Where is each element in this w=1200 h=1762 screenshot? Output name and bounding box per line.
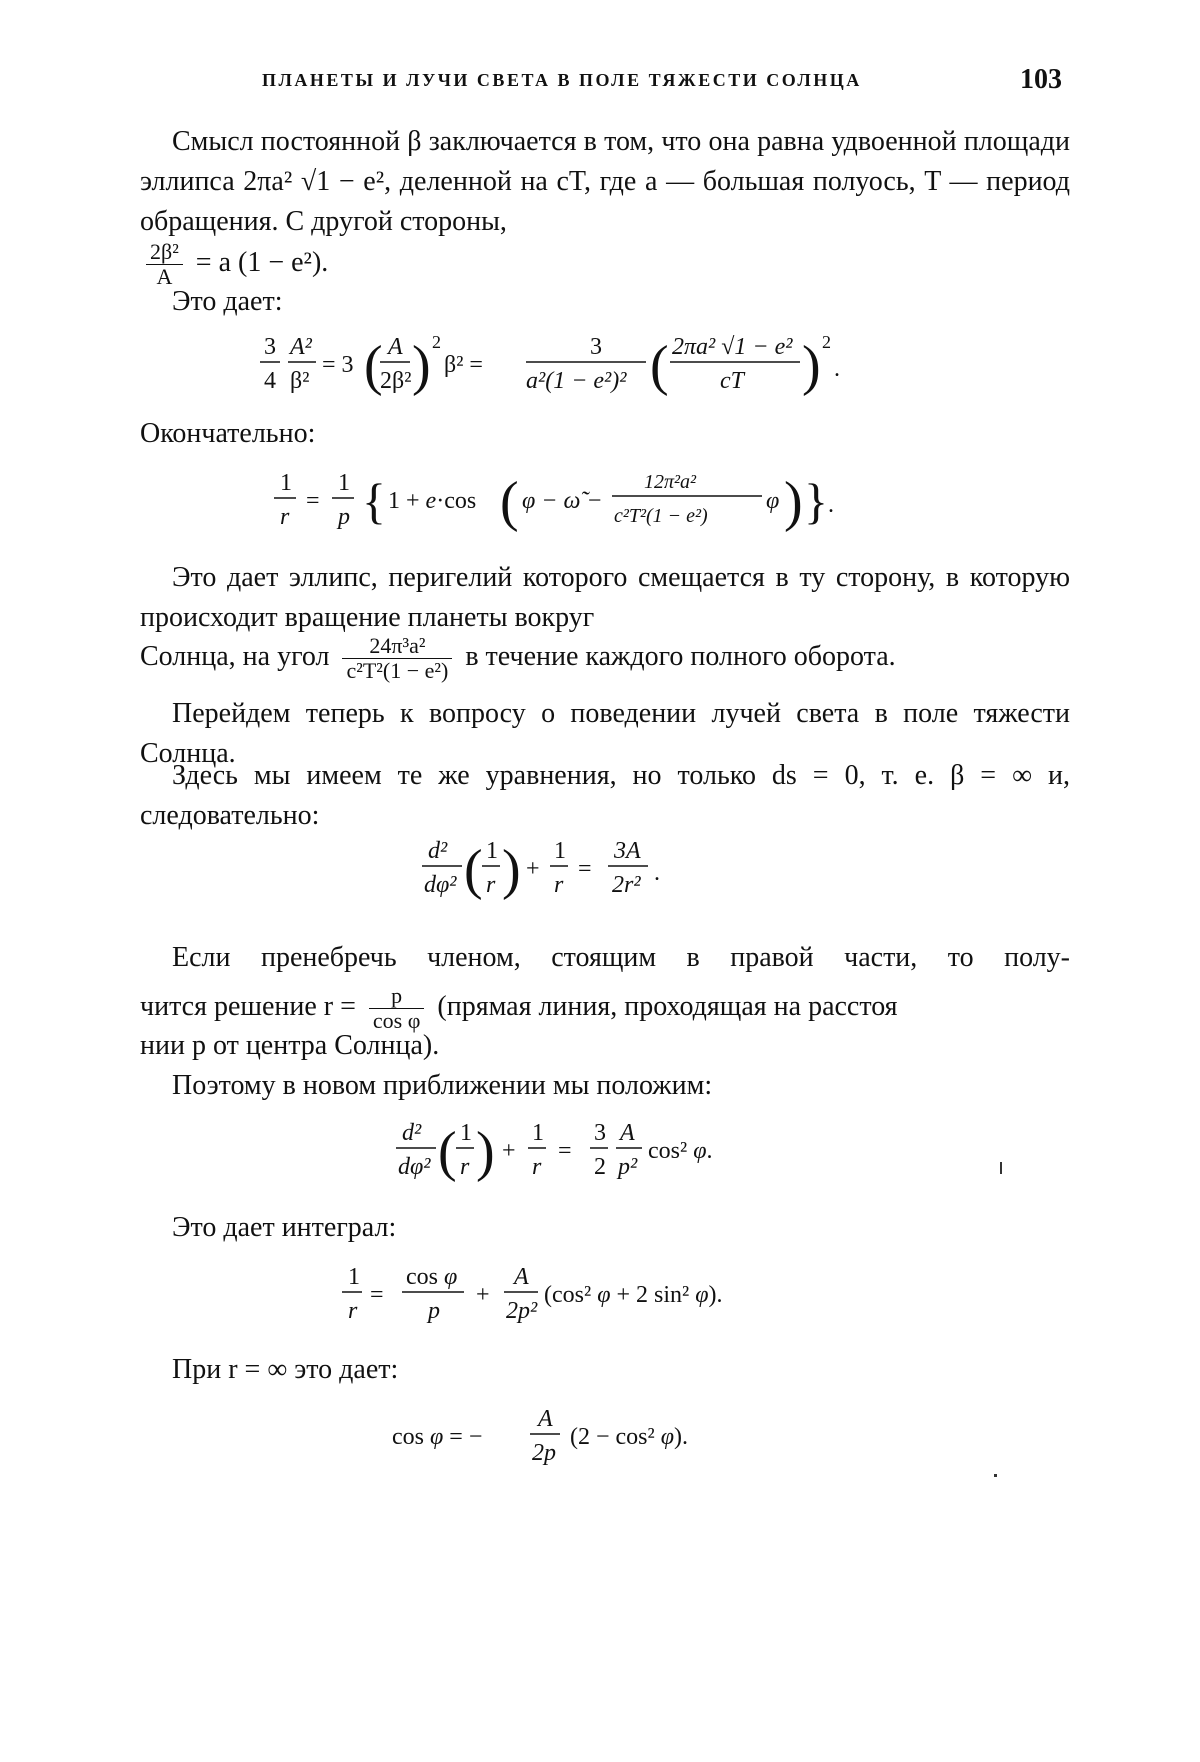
line-precession-angle: Солнца, на угол $\frac{\text{24π³a²}}{\text{c²T²(1 − e²)}}$ в течение каждого полного оборота. (140, 633, 896, 683)
svg-text:=: = (370, 1282, 384, 1308)
svg-text:cos φ: cos φ (406, 1264, 458, 1290)
margin-speck (994, 1474, 997, 1477)
svg-text:.: . (828, 492, 834, 518)
svg-text:p²: p² (618, 1154, 638, 1180)
svg-text:A: A (514, 1264, 529, 1290)
svg-text:): ) (502, 839, 521, 901)
svg-text:c²T²(1 − e²): c²T²(1 − e²) (614, 505, 708, 527)
paragraph-ds-zero: Здесь мы имеем те же уравнения, но только ds = 0, т. е. β = ∞ и, следовательно: (140, 760, 1070, 831)
text-integral: Это дает интеграл: (172, 1212, 397, 1243)
svg-text:A: A (388, 334, 403, 360)
svg-text:d²: d² (402, 1120, 422, 1146)
svg-text:): ) (412, 335, 431, 397)
svg-text:2β²: 2β² (380, 368, 412, 394)
svg-text:2: 2 (432, 332, 441, 352)
equation-5-graphic (342, 1256, 802, 1340)
svg-text:3: 3 (594, 1120, 606, 1146)
equation-1-graphic (260, 326, 860, 410)
equation-6 (392, 1398, 752, 1482)
svg-text:=: = (306, 488, 320, 514)
svg-text:2: 2 (594, 1154, 606, 1180)
formula-tail: = a (1 − e²). (188, 246, 329, 278)
equation-2-graphic (272, 462, 852, 546)
svg-text:r: r (532, 1154, 542, 1180)
svg-text:p: p (338, 504, 350, 530)
text-new-approximation: Поэтому в новом приближении мы положим: (172, 1070, 713, 1101)
svg-text:): ) (784, 471, 803, 533)
equation-1 (260, 326, 860, 410)
fraction-2beta2-over-A: $\frac{\text{2β²}}{A}$ (146, 240, 183, 289)
svg-text:2πa² √1 − e²: 2πa² √1 − e² (672, 334, 793, 360)
svg-text:φ − ω̃ −: φ − ω̃ − (522, 488, 603, 514)
line-neglect-1: Если пренебречь членом, стоящим в правой части, то полу- (172, 942, 1070, 973)
svg-text:dφ²: dφ² (424, 872, 457, 898)
svg-text:φ: φ (766, 488, 780, 514)
svg-text:+: + (476, 1282, 490, 1308)
text-this-gives: Это дает: (172, 286, 283, 317)
text-finally: Окончательно: (140, 418, 316, 449)
svg-text:3: 3 (264, 334, 276, 360)
svg-text:A²: A² (290, 334, 312, 360)
svg-text:d²: d² (428, 838, 448, 864)
svg-text:1: 1 (280, 470, 292, 496)
svg-text:(2 − cos² φ).: (2 − cos² φ). (570, 1424, 688, 1450)
svg-text:1: 1 (532, 1120, 544, 1146)
svg-text:cos φ = −: cos φ = − (392, 1424, 483, 1450)
svg-text:a²(1 − e²)²: a²(1 − e²)² (526, 368, 627, 394)
svg-text:+: + (502, 1138, 516, 1164)
svg-text:(cos² φ + 2 sin² φ).: (cos² φ + 2 sin² φ). (544, 1282, 723, 1308)
running-title: ПЛАНЕТЫ И ЛУЧИ СВЕТА В ПОЛЕ ТЯЖЕСТИ СОЛНЦА (262, 70, 862, 90)
svg-text:β² =: β² = (444, 352, 483, 378)
svg-text:(: ( (364, 335, 383, 397)
svg-text:1: 1 (460, 1120, 472, 1146)
line-neglect-2: чится решение r = $\frac{p}{\text{cos φ}}$ (прямая линия, проходящая на расстоя (140, 983, 898, 1033)
equation-4-graphic (396, 1112, 756, 1196)
svg-text:.: . (654, 860, 660, 886)
fraction-precession: $\frac{\text{24π³a²}}{\text{c²T²(1 − e²)}}$ (342, 634, 452, 683)
paragraph-perihelion: Это дает эллипс, перигелий которого смещается в ту сторону, в которую происходит вращение планеты вокруг (140, 562, 1070, 633)
text-r-infinity: При r = ∞ это дает: (172, 1354, 399, 1385)
svg-text:1 + e·cos: 1 + e·cos (388, 488, 477, 514)
svg-text:1: 1 (554, 838, 566, 864)
svg-text:β²: β² (290, 368, 310, 394)
svg-text:12π²a²: 12π²a² (644, 471, 697, 493)
equation-4 (396, 1112, 756, 1196)
equation-3-graphic (422, 830, 682, 914)
svg-text:(: ( (500, 471, 519, 533)
line-neglect-3: нии p от центра Солнца). (140, 1030, 440, 1061)
svg-text:A: A (538, 1406, 553, 1432)
svg-text:.: . (834, 356, 840, 382)
svg-text:): ) (476, 1121, 495, 1183)
equation-2 (272, 462, 852, 546)
page-number: 103 (1020, 64, 1062, 95)
svg-text:2: 2 (822, 332, 831, 352)
svg-text:3: 3 (590, 334, 602, 360)
svg-text:(: ( (464, 839, 483, 901)
svg-text:2p²: 2p² (506, 1298, 538, 1324)
svg-text:1: 1 (486, 838, 498, 864)
svg-text:}: } (804, 473, 828, 529)
svg-text:2p: 2p (532, 1440, 556, 1466)
running-header (262, 64, 1062, 104)
equation-6-graphic (392, 1398, 752, 1482)
equation-3 (422, 830, 682, 914)
svg-text:3A: 3A (614, 838, 641, 864)
paragraph-beta-meaning: Смысл постоянной β заключается в том, что она равна удвоенной площади эллипса 2πa² √1 − e², деленной на cT, где a — большая полуось, T — период обращения. С другой стороны, (140, 126, 1070, 237)
svg-text:p: p (428, 1298, 440, 1324)
svg-text:4: 4 (264, 368, 276, 394)
svg-text:r: r (348, 1298, 358, 1324)
margin-mark (1000, 1162, 1002, 1174)
svg-text:1: 1 (348, 1264, 360, 1290)
svg-text:= 3: = 3 (322, 352, 354, 378)
fraction-p-over-cos: $\frac{p}{\text{cos φ}}$ (369, 984, 425, 1033)
svg-text:=: = (558, 1138, 572, 1164)
paragraph-light-rays: Перейдем теперь к вопросу о поведении лучей света в поле тяжести Солнца. (140, 698, 1070, 769)
svg-text:+: + (526, 856, 540, 882)
svg-text:r: r (554, 872, 564, 898)
svg-text:(: ( (650, 335, 669, 397)
svg-text:r: r (460, 1154, 470, 1180)
svg-text:{: { (362, 473, 386, 529)
equation-5 (342, 1256, 802, 1340)
svg-text:r: r (486, 872, 496, 898)
svg-text:(: ( (438, 1121, 457, 1183)
svg-text:1: 1 (338, 470, 350, 496)
svg-text:=: = (578, 856, 592, 882)
svg-text:r: r (280, 504, 290, 530)
svg-text:): ) (802, 335, 821, 397)
svg-text:cos² φ.: cos² φ. (648, 1138, 713, 1164)
svg-text:A: A (620, 1120, 635, 1146)
svg-text:cT: cT (720, 368, 744, 394)
svg-text:dφ²: dφ² (398, 1154, 431, 1180)
svg-text:2r²: 2r² (612, 872, 641, 898)
